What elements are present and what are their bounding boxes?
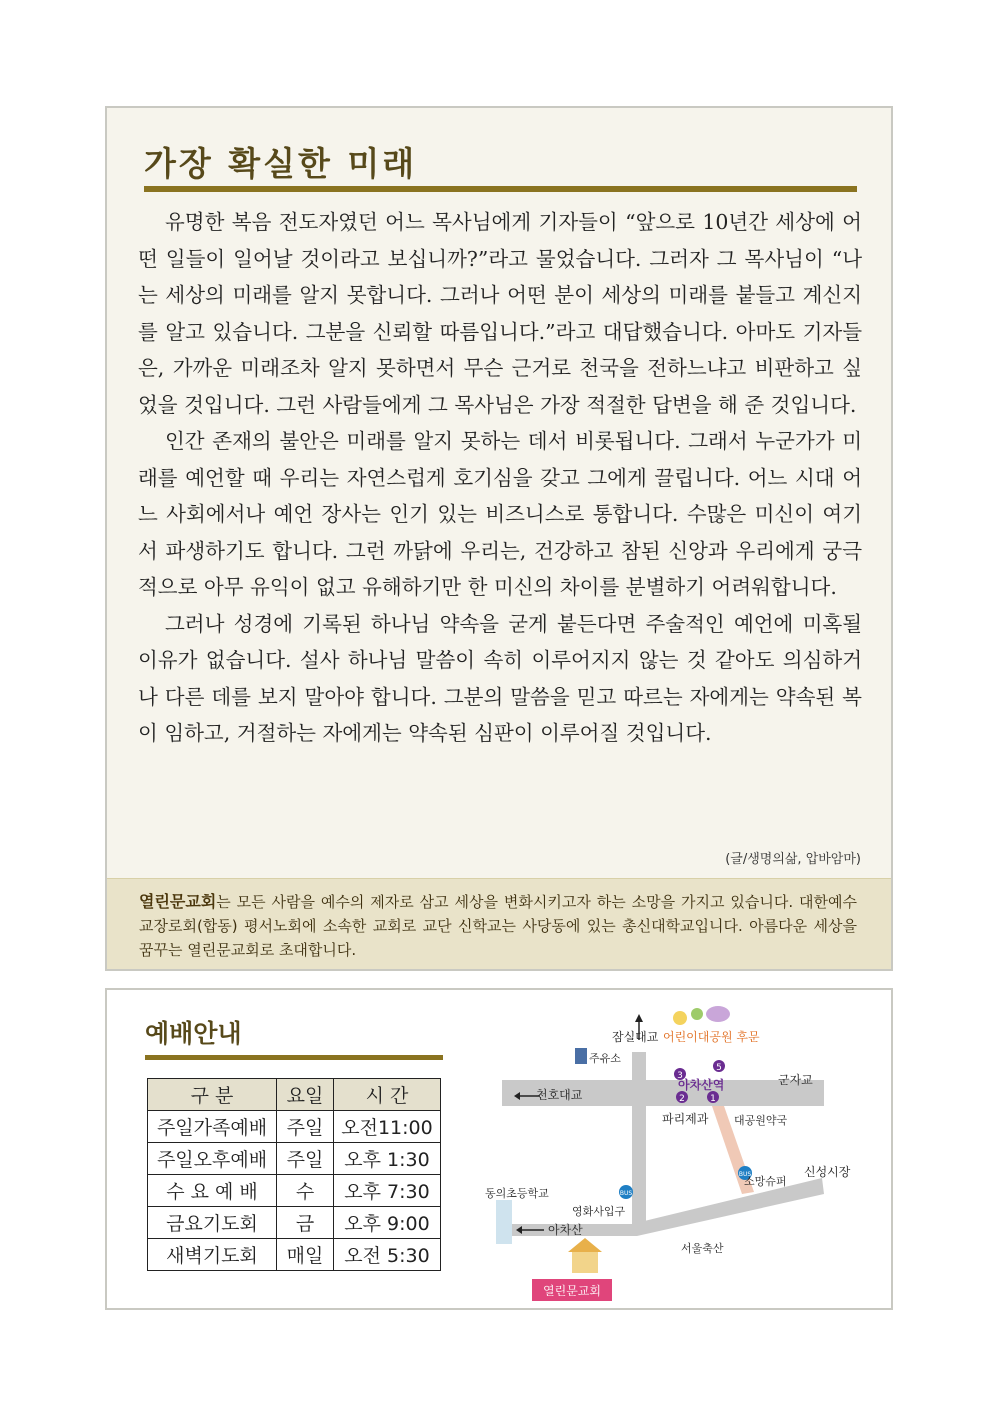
article-panel xyxy=(105,106,893,971)
article-body xyxy=(138,204,862,752)
label-jamsil: 잠실대교 xyxy=(612,1030,659,1044)
service-time: 오전 5:30 xyxy=(334,1239,441,1271)
header-time: 시 간 xyxy=(334,1079,441,1111)
service-day: 주일 xyxy=(277,1143,334,1175)
label-church: 열린문교회 xyxy=(543,1284,601,1298)
label-gas-station: 주유소 xyxy=(589,1052,621,1065)
label-younghwa: 영화사입구 xyxy=(572,1205,626,1218)
church-building-icon xyxy=(572,1251,598,1273)
church-intro xyxy=(107,878,891,969)
service-name: 금요기도회 xyxy=(148,1207,277,1239)
service-time: 오후 7:30 xyxy=(334,1175,441,1207)
label-sinseong: 신성시장 xyxy=(804,1165,851,1179)
worship-title: 예배안내 xyxy=(145,1019,242,1048)
article-title: 가장 확실한 미래 xyxy=(144,144,418,183)
article-paragraph: 인간 존재의 불안은 미래를 알지 못하는 데서 비롯됩니다. 그래서 누군가가 미래를 예언할 때 우리는 자연스럽게 호기심을 갖고 그에게 끌립니다. 어느 시대 어느 사회에서나 예언 장사는 인기 있는 비즈니스로 통합니다. 수많은 미신이 여기서 파생하기도 합니다. 그런 까닭에 우리는, 건강하고 참된 신앙과 우리에게 궁극적으로 아무 유익이 없고 유해하기만 한 미신의 차이를 분별하기 어려워합니다. xyxy=(138,429,862,599)
arrow-north-head xyxy=(635,1014,643,1022)
label-somang: 소망슈퍼 xyxy=(744,1175,787,1188)
table-row xyxy=(148,1111,441,1143)
label-dongui: 동의초등학교 xyxy=(485,1187,549,1200)
title-underline xyxy=(144,186,857,192)
article-paragraph: 유명한 복음 전도자였던 어느 목사님에게 기자들이 “앞으로 10년간 세상에 어떤 일들이 일어날 것이라고 보십니까?”라고 물었습니다. 그러자 그 목사님이 “나는 세상의 미래를 알지 못합니다. 그러나 어떤 분이 세상의 미래를 붙들고 계신지를 알고 있습니다. 그분을 신뢰할 따름입니다.”라고 대답했습니다. 아마도 기자들은, 가까운 미래조차 알지 못하면서 무슨 근거로 천국을 전하느냐고 비판하고 싶었을 것입니다. 그런 사람들에게 그 목사님은 가장 적절한 답변을 해 준 것입니다. xyxy=(138,210,862,417)
map-svg xyxy=(482,996,851,1306)
label-pharmacy: 대공원약국 xyxy=(734,1114,788,1127)
table-row xyxy=(148,1207,441,1239)
service-name: 주일오후예배 xyxy=(148,1143,277,1175)
worship-title-underline xyxy=(145,1055,443,1060)
table-row xyxy=(148,1239,441,1271)
service-day: 수 xyxy=(277,1175,334,1207)
exit-3-label: 3 xyxy=(677,1071,683,1081)
church-roof-icon xyxy=(568,1238,602,1252)
service-day: 매일 xyxy=(277,1239,334,1271)
label-gunja: 군자교 xyxy=(778,1073,813,1087)
bus-stop-label: BUS xyxy=(619,1190,633,1197)
article-credit: (글/생명의삶, 압바암마) xyxy=(725,852,861,867)
article-paragraph: 그러나 성경에 기록된 하나님 약속을 굳게 붙든다면 주술적인 예언에 미혹될 이유가 없습니다. 설사 하나님 말씀이 속히 이루어지지 않는 것 같아도 의심하거나 다른 데를 보지 말아야 합니다. 그분의 말씀을 믿고 따르는 자에게는 약속된 복이 임하고, 거절하는 자에게는 약속된 심판이 이루어질 것입니다. xyxy=(138,611,862,745)
service-time: 오전11:00 xyxy=(334,1111,441,1143)
church-intro-text: 는 모든 사람을 예수의 제자로 삼고 세상을 변화시키고자 하는 소망을 가지고 있습니다. 대한예수교장로회(합동) 평서노회에 소속한 교회로 교단 신학교는 사당동에 있는 총신대학교입니다. 아름다운 세상을 꿈꾸는 열린문교회로 초대합니다. xyxy=(139,893,857,959)
church-name: 열린문교회 xyxy=(139,892,217,911)
label-achasan-station: 아차산역 xyxy=(678,1078,725,1092)
label-cheonho: 천호대교 xyxy=(536,1088,583,1102)
service-name: 새벽기도회 xyxy=(148,1239,277,1271)
exit-2-label: 2 xyxy=(679,1094,685,1104)
bus-stop-label: BUS xyxy=(738,1171,752,1178)
road-vertical xyxy=(632,1052,646,1232)
park-umbrella-icon xyxy=(706,1006,730,1022)
service-day: 금 xyxy=(277,1207,334,1239)
label-achasan: 아차산 xyxy=(548,1223,583,1237)
header-category: 구 분 xyxy=(148,1079,277,1111)
label-park-gate: 어린이대공원 후문 xyxy=(663,1030,760,1044)
label-paris: 파리제과 xyxy=(662,1112,709,1126)
gas-station-icon xyxy=(575,1048,587,1064)
exit-5-label: 5 xyxy=(716,1063,722,1073)
exit-1-label: 1 xyxy=(710,1094,716,1104)
service-time: 오후 1:30 xyxy=(334,1143,441,1175)
worship-schedule-table xyxy=(147,1078,441,1271)
service-day: 주일 xyxy=(277,1111,334,1143)
header-day: 요일 xyxy=(277,1079,334,1111)
table-row xyxy=(148,1143,441,1175)
service-name: 주일가족예배 xyxy=(148,1111,277,1143)
table-header-row xyxy=(148,1079,441,1111)
worship-panel xyxy=(105,988,893,1310)
label-seoul-meat: 서울축산 xyxy=(681,1242,724,1255)
table-row xyxy=(148,1175,441,1207)
location-map xyxy=(482,996,851,1306)
park-flower-icon xyxy=(673,1011,687,1025)
school-building xyxy=(496,1200,512,1244)
service-name: 수 요 예 배 xyxy=(148,1175,277,1207)
park-tree-icon xyxy=(691,1008,703,1020)
service-time: 오후 9:00 xyxy=(334,1207,441,1239)
